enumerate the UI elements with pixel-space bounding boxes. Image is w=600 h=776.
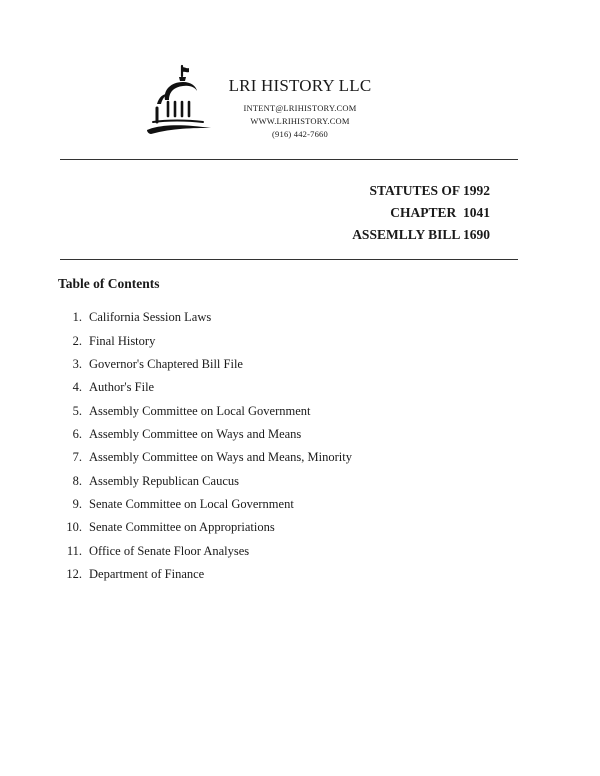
capitol-dome-icon — [143, 64, 215, 140]
toc-item-number: 3. — [72, 356, 82, 371]
letterhead — [215, 76, 385, 141]
toc-item — [58, 376, 352, 399]
toc-item-label: Assembly Committee on Local Government — [89, 403, 311, 418]
statute-year: STATUTES OF 1992 — [369, 183, 490, 198]
toc-item-number: 10. — [66, 520, 82, 535]
toc-item-number: 11. — [66, 543, 82, 558]
toc-item — [58, 446, 352, 469]
toc-item-label: Governor's Chaptered Bill File — [89, 356, 243, 371]
toc-item-number: 7. — [72, 450, 82, 465]
toc-item-number: 2. — [72, 333, 82, 348]
toc-item-label: California Session Laws — [89, 310, 212, 325]
toc-item-label: Office of Senate Floor Analyses — [89, 543, 250, 558]
divider-bottom — [60, 259, 518, 260]
toc-item — [58, 399, 352, 422]
toc-title: Table of Contents — [58, 276, 160, 291]
toc-item — [58, 516, 352, 539]
toc-item-number: 12. — [66, 566, 82, 581]
company-website: WWW.LRIHISTORY.COM — [250, 116, 350, 126]
divider-top — [60, 159, 518, 160]
toc-item-number: 8. — [72, 473, 82, 488]
toc-item — [58, 493, 352, 516]
statute-chapter: CHAPTER 1041 — [390, 205, 490, 220]
toc-item-label: Assembly Committee on Ways and Means — [89, 426, 302, 441]
toc-item-number: 1. — [72, 310, 82, 325]
toc-item — [58, 423, 352, 446]
toc-list — [58, 306, 352, 586]
toc-item — [58, 329, 352, 352]
toc-item-label: Senate Committee on Appropriations — [89, 520, 275, 535]
toc-item-number: 4. — [72, 380, 82, 395]
toc-item-label: Assembly Republican Caucus — [89, 473, 239, 488]
toc-item-label: Senate Committee on Local Government — [89, 496, 294, 511]
statute-bill: ASSEMLLY BILL 1690 — [352, 227, 490, 242]
company-phone: (916) 442-7660 — [272, 129, 328, 139]
toc-item-label: Assembly Committee on Ways and Means, Minority — [89, 450, 352, 465]
statute-block — [352, 180, 490, 246]
toc-item — [58, 469, 352, 492]
toc-item — [58, 306, 352, 329]
toc-item-label: Author's File — [89, 380, 155, 395]
toc-item — [58, 539, 352, 562]
toc-item — [58, 353, 352, 376]
toc-item-label: Department of Finance — [89, 566, 205, 581]
toc-item-number: 9. — [72, 496, 82, 511]
company-email: INTENT@LRIHISTORY.COM — [243, 103, 357, 113]
toc-item-number: 5. — [72, 403, 82, 418]
company-name: LRI HISTORY LLC — [228, 76, 372, 95]
toc-item-number: 6. — [72, 426, 82, 441]
toc-item-label: Final History — [89, 333, 156, 348]
toc-item — [58, 563, 352, 586]
